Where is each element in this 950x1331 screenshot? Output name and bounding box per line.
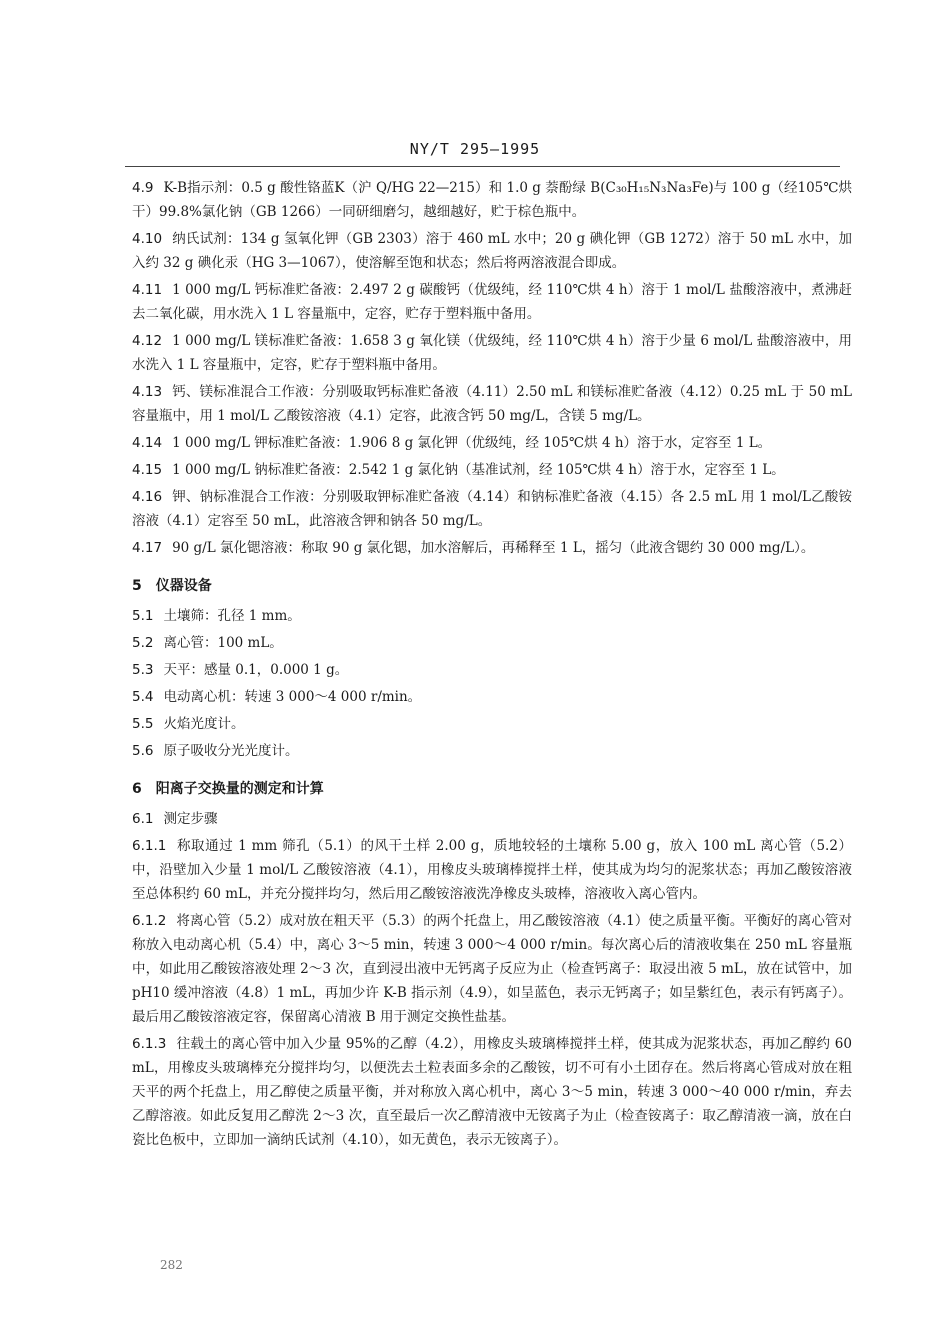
section-number: 6: [132, 781, 142, 797]
clause-number: 4.17: [132, 540, 163, 556]
clause-text: 1 000 mg/L 钾标准贮备液：1.906 8 g 氯化钾（优级纯，经 105℃烘 4 h）溶于水，定容至 1 L。: [172, 435, 772, 451]
clause-text: 火焰光度计。: [163, 716, 245, 732]
section-number: 5: [132, 578, 142, 594]
clause-item: [132, 536, 852, 560]
clause-item: [132, 176, 852, 224]
clause-number: 4.16: [132, 489, 163, 505]
clause-text: 土壤筛：孔径 1 mm。: [163, 608, 301, 624]
clause-text: 将离心管（5.2）成对放在粗天平（5.3）的两个托盘上，用乙酸铵溶液（4.1）使之质量平衡。平衡好的离心管对称放入电动离心机（5.4）中，离心 3～5 min，转速 3 000～4 000 r/min。每次离心后的清液收集在 250 mL 容量瓶中，如此用乙酸铵溶液处理 2～3 次，直到浸出液中无钙离子反应为止（检查钙离子：取浸出液 5 mL，放在试管中，加 pH10 缓冲溶液（4.8）1 mL，再加少许 K-B 指示剂（4.9），如呈蓝色，表示无钙离子；如呈紫红色，表示有钙离子）。最后用乙酸铵溶液定容，保留离心清液 B 用于测定交换性盐基。: [132, 913, 852, 1025]
clause-number: 4.14: [132, 435, 163, 451]
clause-item: [132, 485, 852, 533]
clause-text: 1 000 mg/L 钠标准贮备液：2.542 1 g 氯化钠（基准试剂，经 105℃烘 4 h）溶于水，定容至 1 L。: [172, 462, 785, 478]
clause-item: [132, 658, 852, 682]
clause-text: 原子吸收分光光度计。: [163, 743, 299, 759]
clause-number: 5.3: [132, 662, 154, 678]
clause-item: [132, 631, 852, 655]
reagent-list: [132, 176, 852, 560]
clause-item: [132, 739, 852, 763]
clause-item: [132, 807, 852, 831]
clause-number: 4.11: [132, 282, 163, 298]
clause-number: 6.1.2: [132, 913, 167, 929]
standard-code-header: NY/T 295—1995: [409, 140, 541, 158]
page-number: 282: [160, 1258, 183, 1272]
section-6-heading: [132, 777, 852, 801]
clause-text: 钾、钠标准混合工作液：分别吸取钾标准贮备液（4.14）和钠标准贮备液（4.15）各 2.5 mL 用 1 mol/L乙酸铵溶液（4.1）定容至 50 mL，此溶液含钾和钠各 50 mg/L。: [132, 489, 852, 529]
procedure-list: [132, 807, 852, 1152]
clause-number: 6.1.1: [132, 838, 167, 854]
section-title: 仪器设备: [155, 578, 212, 594]
equipment-list: [132, 604, 852, 763]
clause-text: 称取通过 1 mm 筛孔（5.1）的风干土样 2.00 g，质地较轻的土壤称 5.00 g，放入 100 mL 离心管（5.2）中，沿壁加入少量 1 mol/L 乙酸铵溶液（4.1），用橡皮头玻璃棒搅拌土样，使其成为均匀的泥浆状态；再加乙酸铵溶液至总体积约 60 mL，并充分搅拌均匀，然后用乙酸铵溶液洗净橡皮头玻棒，溶液收入离心管内。: [132, 838, 852, 902]
section-5-heading: [132, 574, 852, 598]
clause-number: 6.1.3: [132, 1036, 167, 1052]
document-body: [132, 176, 852, 1155]
clause-number: 5.6: [132, 743, 154, 759]
clause-text: 往载土的离心管中加入少量 95%的乙醇（4.2），用橡皮头玻璃棒搅拌土样，使其成为泥浆状态，再加乙醇约 60 mL，用橡皮头玻璃棒充分搅拌均匀，以便洗去土粒表面多余的乙酸铵，切不可有小土团存在。然后将离心管成对放在粗天平的两个托盘上，用乙醇使之质量平衡，并对称放入离心机中，离心 3～5 min，转速 3 000～40 000 r/min，弃去乙醇溶液。如此反复用乙醇洗 2～3 次，直至最后一次乙醇清液中无铵离子为止（检查铵离子：取乙醇清液一滴，放在白瓷比色板中，立即加一滴纳氏试剂（4.10），如无黄色，表示无铵离子）。: [132, 1036, 852, 1148]
clause-item: [132, 909, 852, 1029]
clause-item: [132, 604, 852, 628]
clause-number: 6.1: [132, 811, 154, 827]
clause-number: 4.10: [132, 231, 163, 247]
clause-text: 1 000 mg/L 镁标准贮备液：1.658 3 g 氧化镁（优级纯，经 110℃烘 4 h）溶于少量 6 mol/L 盐酸溶液中，用水洗入 1 L 容量瓶中，定容，贮存于塑料瓶中备用。: [132, 333, 852, 373]
clause-number: 5.2: [132, 635, 154, 651]
clause-text: 1 000 mg/L 钙标准贮备液：2.497 2 g 碳酸钙（优级纯，经 110℃烘 4 h）溶于 1 mol/L 盐酸溶液中，煮沸赶去二氧化碳，用水洗入 1 L 容量瓶中，定容，贮存于塑料瓶中备用。: [132, 282, 852, 322]
clause-text: 90 g/L 氯化锶溶液：称取 90 g 氯化锶，加水溶解后，再稀释至 1 L，摇匀（此液含锶约 30 000 mg/L）。: [172, 540, 815, 556]
clause-number: 4.12: [132, 333, 163, 349]
section-title: 阳离子交换量的测定和计算: [155, 781, 324, 797]
clause-item: [132, 685, 852, 709]
clause-number: 4.13: [132, 384, 163, 400]
clause-text: 测定步骤: [163, 811, 218, 827]
clause-text: 离心管：100 mL。: [163, 635, 283, 651]
clause-text: 钙、镁标准混合工作液：分别吸取钙标准贮备液（4.11）2.50 mL 和镁标准贮备液（4.12）0.25 mL 于 50 mL 容量瓶中，用 1 mol/L 乙酸铵溶液（4.1）定容，此液含钙 50 mg/L，含镁 5 mg/L。: [132, 384, 852, 424]
header-rule: [125, 166, 840, 167]
clause-number: 5.4: [132, 689, 154, 705]
clause-number: 5.1: [132, 608, 154, 624]
clause-text: 电动离心机：转速 3 000～4 000 r/min。: [163, 689, 422, 705]
clause-item: [132, 712, 852, 736]
clause-text: 纳氏试剂：134 g 氢氧化钾（GB 2303）溶于 460 mL 水中；20 g 碘化钾（GB 1272）溶于 50 mL 水中，加入约 32 g 碘化汞（HG 3—1067），使溶解至饱和状态；然后将两溶液混合即成。: [132, 231, 852, 271]
clause-number: 5.5: [132, 716, 154, 732]
clause-text: K-B指示剂：0.5 g 酸性铬蓝K（沪 Q/HG 22—215）和 1.0 g 萘酚绿 B(C₃₀H₁₅N₃Na₃Fe)与 100 g（经105℃烘干）99.8%氯化钠（GB 1266）一同研细磨匀，越细越好，贮于棕色瓶中。: [132, 180, 852, 220]
clause-item: [132, 431, 852, 455]
clause-number: 4.15: [132, 462, 163, 478]
clause-item: [132, 329, 852, 377]
clause-item: [132, 1032, 852, 1152]
clause-item: [132, 834, 852, 906]
clause-item: [132, 380, 852, 428]
clause-number: 4.9: [132, 180, 154, 196]
clause-text: 天平：感量 0.1，0.000 1 g。: [163, 662, 349, 678]
clause-item: [132, 227, 852, 275]
clause-item: [132, 458, 852, 482]
clause-item: [132, 278, 852, 326]
